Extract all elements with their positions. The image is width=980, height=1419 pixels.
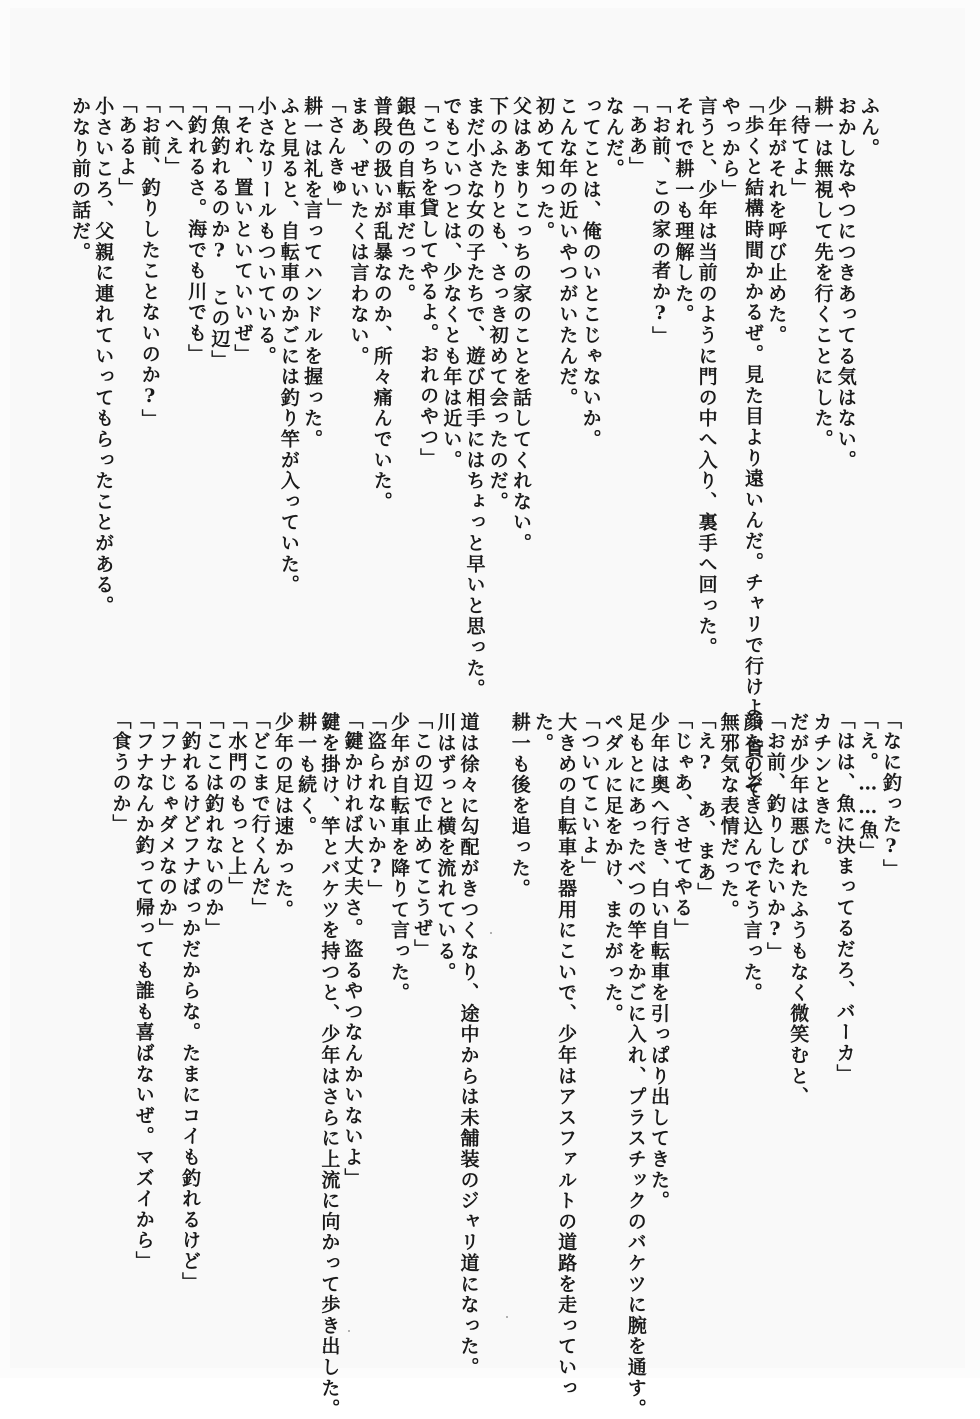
text-line: ペダルに足をかけ、またがった。 bbox=[601, 712, 624, 1024]
dialogue-line: 「歩くと結構時間かかるぜ。見た目より遠いんだ。チャリで行けよ。貸して bbox=[741, 94, 764, 802]
dialogue-line: 「へえ」 bbox=[161, 94, 184, 178]
text-line: カチンときた。 bbox=[810, 712, 833, 858]
text-line: 大きめの自転車を器用にこいで、少年はアスファルトの道路を走っていっ bbox=[555, 712, 578, 1399]
text-line: おかしなやつにつきあってる気はない。 bbox=[834, 96, 857, 471]
text-line: 鍵を掛け、竿とバケツを持つと、少年はさらに上流に向かって歩き出した。 bbox=[318, 712, 341, 1419]
text-line: 耕一も後を追った。 bbox=[508, 712, 531, 900]
dialogue-line: 「魚釣れるのか? この辺」 bbox=[208, 94, 231, 371]
text-line: それで耕一も理解した。 bbox=[672, 96, 695, 325]
text-line: ってことは、俺のいとこじゃないか。 bbox=[579, 96, 602, 450]
dialogue-line: 「鍵かければ大丈夫さ。盗るやつなんかいないよ」 bbox=[341, 710, 364, 1189]
scan-speck bbox=[490, 932, 492, 934]
text-line: 言うと、少年は当前のように門の中へ入り、裏手へ回った。 bbox=[695, 96, 718, 658]
scan-speck bbox=[348, 1330, 350, 1332]
dialogue-line: 「じゃあ、させてやる」 bbox=[671, 710, 694, 939]
dialogue-line: 「フナじゃダメなのか」 bbox=[155, 710, 178, 939]
dialogue-line: 「ついてこいよ」 bbox=[578, 710, 601, 877]
dialogue-line: 「水門のもっと上」 bbox=[225, 710, 248, 898]
text-line: でもこいつとは、少なくとも年は近い。 bbox=[440, 96, 463, 471]
text-line: 普段の扱いが乱暴なのか、所々痛んでいた。 bbox=[370, 96, 393, 512]
lower-text-block bbox=[108, 710, 902, 1419]
dialogue-line: 「お前、釣りしたいか?」 bbox=[763, 710, 786, 963]
text-line: 耕一も続く。 bbox=[295, 712, 318, 837]
text-line: 小さいころ、父親に連れていってもらったことがある。 bbox=[92, 96, 115, 616]
text-line: なんだ。 bbox=[602, 96, 625, 180]
text-line: まだ小さな女の子たちで、遊び相手にはちょっと早いと思った。 bbox=[463, 96, 486, 700]
dialogue-line: 「それ、置いといていいぜ」 bbox=[231, 94, 254, 365]
text-line: 顔をのぞき込んでそう言った。 bbox=[740, 712, 763, 1004]
dialogue-line: 「え。……魚」 bbox=[856, 710, 879, 862]
text-line: 足もとにあったべつの竿をかごに入れ、プラスチックのバケツに腕を通す。 bbox=[624, 712, 647, 1419]
text-line: 川はずっと横を流れている。 bbox=[434, 712, 457, 983]
text-line: 少年がそれを呼び止めた。 bbox=[765, 96, 788, 346]
text-line: 無邪気な表情だった。 bbox=[717, 712, 740, 920]
dialogue-line: 「フナなんか釣って帰っても誰も喜ばないぜ。マズイから」 bbox=[132, 710, 155, 1272]
text-line: 道は徐々に勾配がきつくなり、途中からは未舗装のジャリ道になった。 bbox=[457, 712, 480, 1378]
text-line: 少年の足は速かった。 bbox=[271, 712, 294, 920]
dialogue-line: 「はは、魚に決まってるだろ、バーカ」 bbox=[833, 710, 856, 1085]
dialogue-line: 「お前、この家の者か?」 bbox=[649, 94, 672, 347]
text-line: かなり前の話だ。 bbox=[69, 96, 92, 263]
dialogue-line: 「さんきゅ」 bbox=[324, 94, 347, 219]
dialogue-line: 「こっちを貸してやるよ。おれのやつ」 bbox=[417, 94, 440, 469]
dialogue-line: 「釣れるさ。海でも川でも」 bbox=[185, 94, 208, 365]
dialogue-line: 「食うのか」 bbox=[109, 710, 132, 835]
text-line: 小さなリールもついている。 bbox=[254, 96, 277, 367]
text-line: 父はあまりこっちの家のことを話してくれない。 bbox=[509, 96, 532, 554]
scene-break-gap bbox=[480, 712, 508, 1312]
text-line: ふん。 bbox=[858, 96, 880, 159]
dialogue-line: 「なに釣った?」 bbox=[880, 710, 902, 880]
text-line: 少年は奥へ行き、白い自転車を引っぱり出してきた。 bbox=[647, 712, 670, 1212]
text-line: こんな年の近いやつがいたんだ。 bbox=[556, 96, 579, 408]
dialogue-line: 「え? あ、まあ」 bbox=[694, 710, 717, 904]
dialogue-line: 「ここは釣れないのか」 bbox=[202, 710, 225, 939]
dialogue-line: 「この辺で止めてこうぜ」 bbox=[411, 710, 434, 960]
text-line: やっから」 bbox=[718, 96, 741, 200]
text-line: だが少年は悪びれたふうもなく微笑むと、 bbox=[787, 712, 810, 1108]
dialogue-line: 「待てよ」 bbox=[788, 94, 811, 198]
scan-speck bbox=[506, 1316, 508, 1318]
text-line: 下のふたりとも、さっき初めて会ったのだ。 bbox=[486, 96, 509, 512]
text-line: た。 bbox=[531, 712, 554, 754]
dialogue-line: 「盗られないか?」 bbox=[364, 710, 387, 901]
text-line: 耕一は礼を言ってハンドルを握った。 bbox=[301, 96, 324, 450]
dialogue-line: 「お前、釣りしたことないのか?」 bbox=[138, 94, 161, 430]
text-line: 耕一は無視して先を行くことにした。 bbox=[811, 96, 834, 450]
text-line: 初めて知った。 bbox=[533, 96, 556, 242]
dialogue-line: 「あるよ」 bbox=[115, 94, 138, 198]
text-line: 少年が自転車を降りて言った。 bbox=[387, 712, 410, 1004]
text-line: 銀色の自転車だった。 bbox=[393, 96, 416, 304]
dialogue-line: 「釣れるけどフナばっかだからな。たまにコイも釣れるけど」 bbox=[179, 710, 202, 1293]
text-line: まあ、ぜいたくは言わない。 bbox=[347, 96, 370, 367]
dialogue-line: 「ああ」 bbox=[625, 94, 648, 178]
text-line: ふと見ると、自転車のかごには釣り竿が入っていた。 bbox=[277, 96, 300, 596]
dialogue-line: 「どこまで行くんだ」 bbox=[248, 710, 271, 918]
